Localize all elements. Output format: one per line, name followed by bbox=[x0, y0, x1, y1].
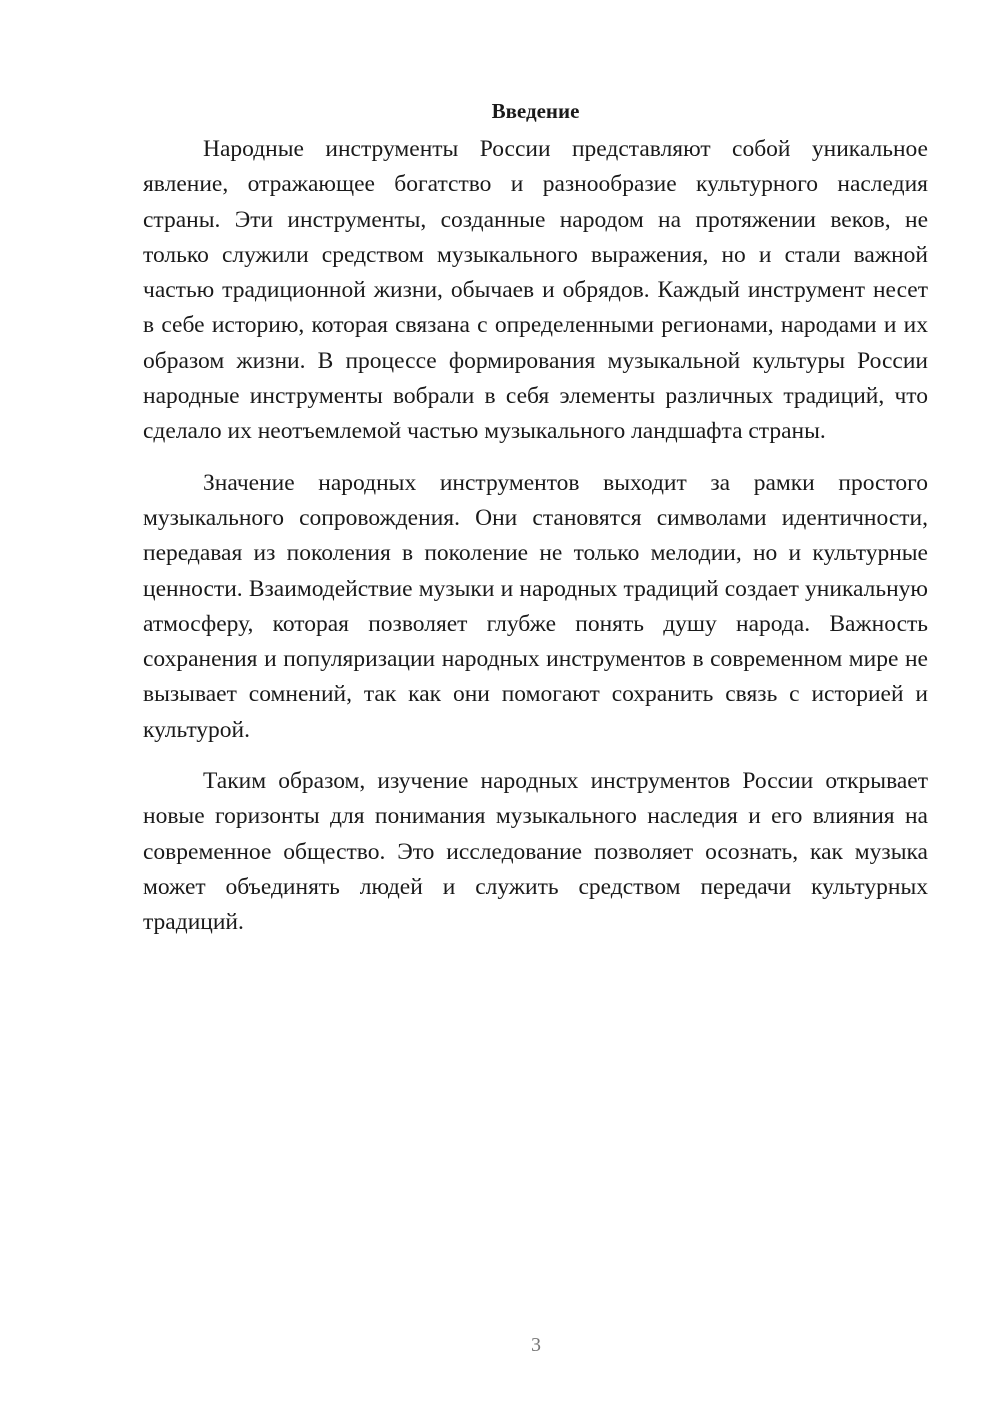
page-number: 3 bbox=[531, 1334, 541, 1356]
paragraph-2: Значение народных инструментов выходит за рамки простого музыкального сопровождения. Они становятся символами идентичности, передавая из поколения в поколение не только мелодии, но и культурные ценности. Взаимодействие музыки и народных традиций создает уникальную атмосферу, которая позволяет глубже понять душу народа. Важность сохранения и популяризации народных инструментов в современном мире не вызывает сомнений, так как они помогают сохранить связь с историей и культурой. bbox=[143, 469, 928, 743]
page-content bbox=[143, 96, 928, 957]
paragraph-1: Народные инструменты России представляют собой уникальное явление, отражающее богатство и разнообразие культурного наследия страны. Эти инструменты, созданные народом на протяжении веков, не только служили средством музыкального выражения, но и стали важной частью традиционной жизни, обычаев и обрядов. Каждый инструмент несет в себе историю, которая связана с определенными регионами, народами и их образом жизни. В процессе формирования музыкальной культуры России народные инструменты вобрали в себя элементы различных традиций, что сделало их неотъемлемой частью музыкального ландшафта страны. bbox=[143, 136, 928, 445]
section-heading: Введение bbox=[491, 99, 580, 123]
paragraph-3: Таким образом, изучение народных инструментов России открывает новые горизонты для понимания музыкального наследия и его влияния на современное общество. Это исследование позволяет осознать, как музыка может объединять людей и служить средством передачи культурных традиций. bbox=[143, 768, 928, 936]
